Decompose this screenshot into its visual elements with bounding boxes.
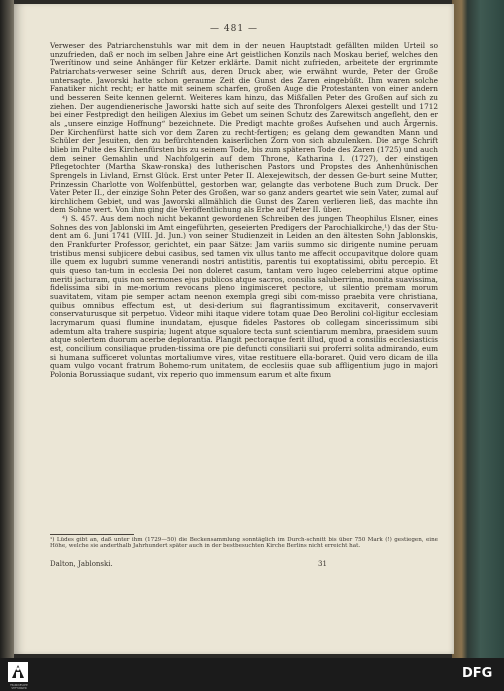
signature-author: Dalton, Jablonski. bbox=[50, 560, 113, 568]
paragraph-main: Verweser des Patriarchenstuhls war mit dem in der neuen Hauptstadt gefällten milden Urteil so unzufrieden, daß er noch im selben Jahre eine Art geistlichen Konzils nach Moskau berief, welches den Twerítinow und seine Anhänger für Ketzer erklärte. Damit nicht zufrieden, arbeitete der ergrimmte Patriarchats-verweser seine Schrift aus, deren Druck aber, wie erwähnt wurde, Peter der Große untersagte. Jaworski hatte schon geraume Zeit die Gunst des Zaren eingebüßt. Ihm waren solche Fanatiker nicht recht; er hatte mit seinem scharfen, großen Auge die Protestanten von einer andern und besseren Seite kennen gelernt. Weiteres kam hinzu, das Mißfallen Peter des Großen auf sich zu ziehen. Der augendienerische Jaworski hatte sich auf seite des Thronfolgers Alexei gestellt und 1712 bei einer Festpredigt den heiligen Alexius im Gebet um seinen Schutz des Zarewitsch angefleht, den er als „unsere einzige Hoffnung“ bezeichnete. Die Predigt machte großes Aufsehen und auch Ärgernis. Der Kirchenfürst hatte sich vor dem Zaren zu recht-fertigen; es gelang dem gewandten Mann und Schüler der Jesuiten, den zu befürchtenden kaiserlichen Zorn von sich abzulenken. Die arge Schrift blieb im Pulte des Kirchenfürsten bis zu seinem Tode, bis zum späteren Tode des Zaren (1725) und auch dem seiner Gemahlin und Nachfolgerin auf dem Throne, Katharina I. (1727), der einstigen Pflegetochter (Martha Skaw-ronska) des lutherischen Pastors und Propstes des Anhenhünischen Sprengels in Livland, Ernst Glück. Erst unter Peter II. Alexejewitsch, der dessen Ge-burt seine Mutter, Prinzessin Charlotte von Wolfenbüttel, gestorben war, gelangte das verbotene Buch zum Druck. Der Vater Peter II., der einzige Sohn Peter des Großen, war so ganz anders geartet wie sein Vater, zumal auf kirchlichem Gebiet, und was Jaworski allmählich die Gunst des Zaren verlieren ließ, das machte ihn dem Sohne wert. Von ihm ging die Veröffentlichung als Erbe auf Peter II. über. bbox=[50, 41, 438, 215]
book-cover-right bbox=[452, 0, 504, 658]
library-seal-text: FRANCKESCHE STIFTUNGEN bbox=[10, 684, 28, 690]
library-seal-icon bbox=[6, 660, 30, 684]
footnote: ¹) Lüdes gibt an, daß unter ihm (1729—50) die Beckensammlung sonntäglich im Durch-schnitt bis über 750 Mark (!) gestiegen, eine Höhe, welche sie anderthalb Jahrhundert später auch in der bestbesuchten Kirche Berlins nicht erreicht hat. bbox=[50, 537, 438, 550]
book-page bbox=[14, 4, 454, 654]
signature-number: 31 bbox=[318, 560, 327, 568]
footnote-rule bbox=[50, 534, 134, 535]
dfg-logo-text: DFG bbox=[462, 666, 493, 680]
book-cover-left bbox=[0, 0, 14, 658]
viewer-bottom-bar bbox=[0, 658, 504, 690]
dfg-logo-icon bbox=[462, 664, 498, 680]
page-number: — 481 — bbox=[210, 24, 258, 34]
paragraph-quote: ⁴) S. 457. Aus dem noch nicht bekannt gewordenen Schreiben des jungen Theophilus Elsner, eines Sohnes des von Jablonski im Amt eingeführten, geseierten Predigers der Parochialkirche,¹) das der Stu-dent am 6. Juni 1741 (VIII. Jd. Jun.) von seiner Studienzeit in Leiden an den ältesten Sohn Jablonskis, den Frankfurter Professor, gerichtet, ein paar Sätze: Jam variis summo sic dirigente numine peruam tristibus mensi subjicere debui casibus, sed tamen vix ullus tanto me affecit occupavitque dolore quam ille quem ex lugubri summe venerandi nostri antistitis, parentis tui exoptatissimi, obitu percepio. Et quis queso tan-tum in ecclesia Dei non doleret casum, tantam vero lugeo celeberrimi atque optime meriti jacturam, quis non sermones ejus publicos atque sacros, consilia saluberrima, monita suavissima, fidelissima sibi in me-morium revocans pleno ingimisceret pectore, ut silentio premam morum suavitatem, vitam pie semper actam neenon exempla gregi sibi com-misso praebita vere christiana, quibus omnibus effectum est, ut desi-derium sui flagrantissimum excitaverit, conservaverit conservaturusque sit perpetuo. Videor mihi itaque videre totam quae Deo Berolini col-ligitur ecclesiam lacrymarum quasi flumine inundatam, ejusque fideles Pastores ob collegam sincerissimum sibi ademtum alta trahere suspiria; lugent atque squalore tecta sunt scientiarum membra, praesidem suum atque solertem duorum acerbe deplorantia. Plangit pectoraque ferit illud, quod a consiliis ecclesiasticis est, concilium consiliaque pruden-tissima ore pie defuncti consiliarii sui proferri solita admirando, eum si humana sufficeret voluntas mortaliumve vires, vitae restituere ella-boraret. Quid vero dicam de illa quam vulgo vocant fratrum Bohemo-rum unitatem, de ecclesiis quae sub affligentium jugo in majori Polonia Borussiaque sudant, vix reperio quo immensum earum et alte fixum bbox=[50, 214, 438, 379]
body-text bbox=[50, 42, 438, 380]
